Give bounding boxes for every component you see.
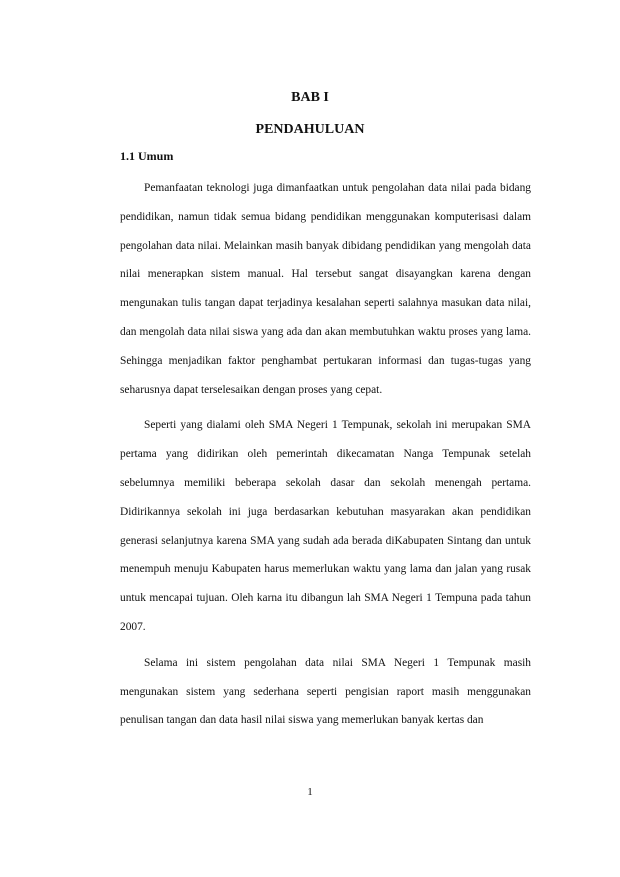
chapter-number: BAB I [291,90,329,105]
page-number: 1 [307,786,313,798]
section-heading: 1.1 Umum [120,149,174,163]
paragraph-3: Selama ini sistem pengolahan data nilai SMA Negeri 1 Tempunak masih mengunakan sistem yang sederhana seperti pengisian raport masih menggunakan penulisan tangan dan data hasil nilai siswa yang memerlukan banyak kertas dan [120,656,531,727]
paragraph-1: Pemanfaatan teknologi juga dimanfaatkan untuk pengolahan data nilai pada bidang pendidikan, namun tidak semua bidang pendidikan menggunakan komputerisasi dalam pengolahan data nilai. Melainkan masih banyak dibidang pendidikan yang mengolah data nilai menerapkan sistem manual. Hal tersebut sangat disayangkan karena dengan mengunakan tulis tangan dapat terjadinya kesalahan seperti salahnya masukan data nilai, dan mengolah data nilai siswa yang ada dan akan membutuhkan waktu proses yang lama. Sehingga menjadikan faktor penghambat pertukaran informasi dan tugas-tugas yang seharusnya dapat terselesaikan dengan proses yang cepat. [120,182,531,396]
paragraph-2: Seperti yang dialami oleh SMA Negeri 1 Tempunak, sekolah ini merupakan SMA pertama yang didirikan oleh pemerintah dikecamatan Nanga Tempunak setelah sebelumnya memiliki beberapa sekolah dasar dan sekolah menengah pertama. Didirikannya sekolah ini juga berdasarkan kebutuhan masyarakan akan pendidikan generasi selanjutnya karena SMA yang sudah ada berada diKabupaten Sintang dan untuk menempuh menuju Kabupaten harus memerlukan waktu yang lama dan jalan yang rusak untuk mencapai tujuan. Oleh karna itu dibangun lah SMA Negeri 1 Tempuna pada tahun 2007. [120,419,531,633]
body-text [120,174,531,742]
chapter-title: PENDAHULUAN [255,122,365,137]
